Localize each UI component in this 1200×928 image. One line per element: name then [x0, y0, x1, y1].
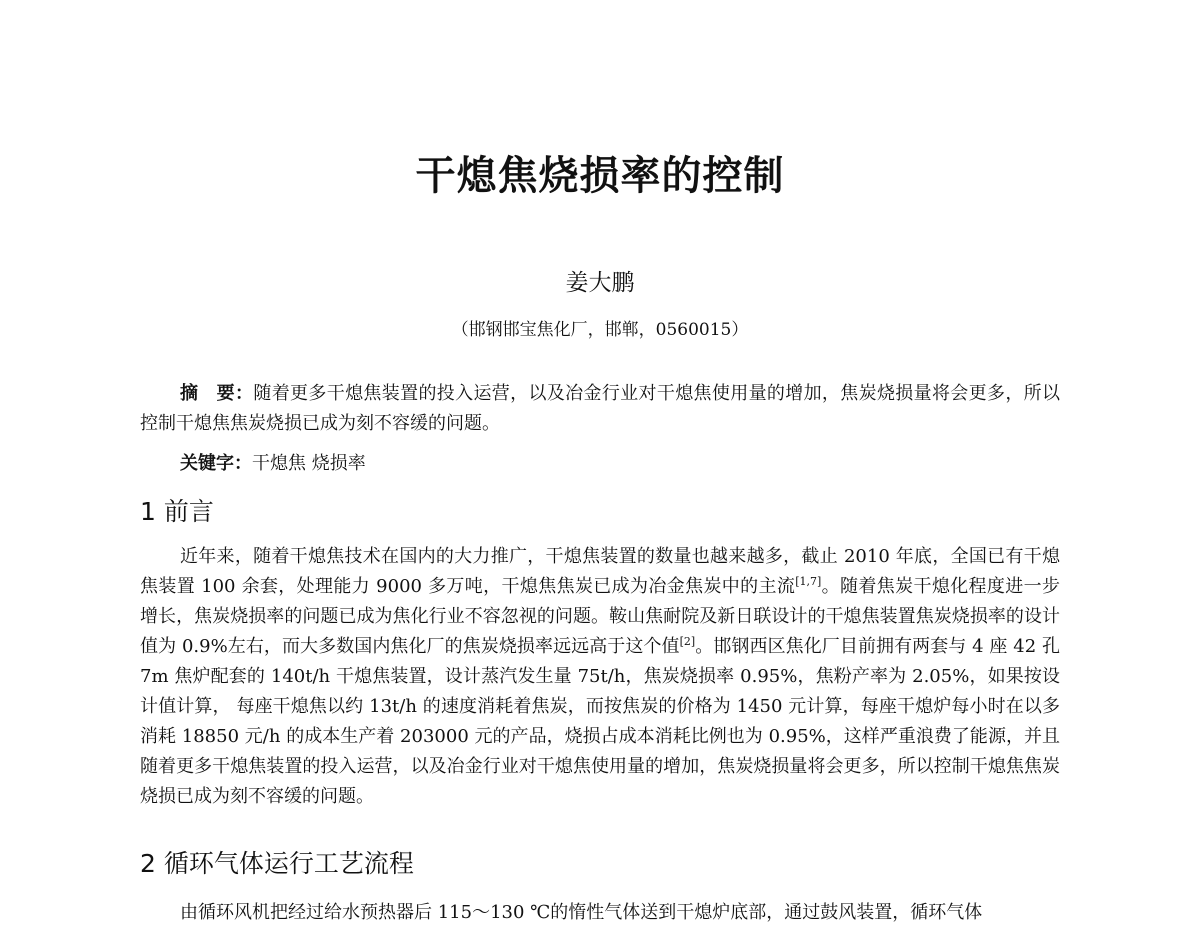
- author-affiliation: （邯钢邯宝焦化厂，邯郸，0560015）: [451, 320, 749, 340]
- keywords: [140, 449, 1060, 479]
- citation-1-7: [1,7]: [795, 575, 822, 588]
- keywords-label: 关键字：: [180, 453, 252, 474]
- section-body-gas-process: 由循环风机把经过给水预热器后 115～130 ℃的惰性气体送到干熄炉底部，通过鼓风装置，循环气体: [180, 902, 983, 923]
- intro-text-part-3: 。邯钢西区焦化厂目前拥有两套与 4 座 42 孔 7m 焦炉配套的 140t/h 干熄焦装置，设计蒸汽发生量 75t/h，焦炭烧损率 0.95%，焦粉产率为 2.05%，如果按设计值计算， 每座干熄焦以约 13t/h 的速度消耗着焦炭，而按焦炭的价格为 1450 元计算，每座干熄炉每小时在以多消耗 18850 元/h 的成本生产着 203000 元的产品，烧损占成本消耗比例也为 0.95%，这样严重浪费了能源，并且随着更多干熄焦装置的投入运营，以及冶金行业对干熄焦使用量的增加，焦炭烧损量将会更多，所以控制干熄焦焦炭烧损已成为刻不容缓的问题。: [140, 636, 1061, 807]
- section-heading-introduction: 1 前言: [140, 497, 214, 526]
- section-body-introduction: [140, 542, 1060, 812]
- intro-text-part-1: 近年来，随着干熄焦技术在国内的大力推广，干熄焦装置的数量也越来越多，截止 2010 年底，全国已有干熄焦装置 100 余套，处理能力 9000 多万吨，干熄焦焦炭已成为冶金焦炭中的主流: [140, 546, 1060, 597]
- citation-2: [2]: [679, 635, 696, 648]
- intro-text-part-2: 。随着焦炭干熄化程度进一步增长，焦炭烧损率的问题已成为焦化行业不容忽视的问题。鞍山焦耐院及新日联设计的干熄焦装置焦炭烧损率的设计值为 0.9%左右，而大多数国内焦化厂的焦炭烧损率远远高于这个值: [140, 576, 1060, 657]
- abstract: [140, 379, 1060, 439]
- paper-title: 干熄焦烧损率的控制: [415, 153, 785, 199]
- author-name: 姜大鹏: [565, 270, 635, 296]
- section-heading-gas-process: 2 循环气体运行工艺流程: [140, 849, 414, 878]
- abstract-label: 摘 要：: [180, 383, 254, 404]
- keywords-text: 干熄焦 烧损率: [252, 453, 366, 474]
- abstract-text: 随着更多干熄焦装置的投入运营，以及冶金行业对干熄焦使用量的增加，焦炭烧损量将会更多，所以控制干熄焦焦炭烧损已成为刻不容缓的问题。: [140, 383, 1061, 434]
